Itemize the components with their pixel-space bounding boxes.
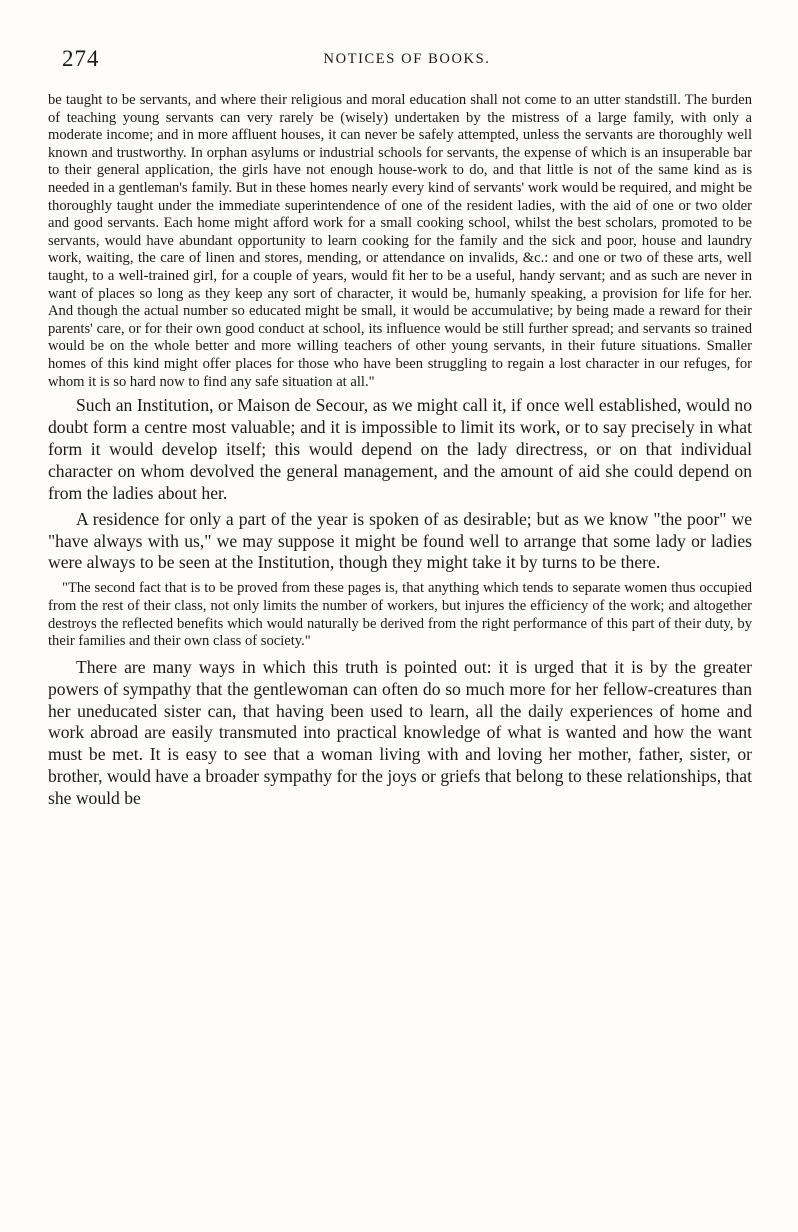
quoted-paragraph-second-fact: "The second fact that is to be proved from these pages is, that anything which tends to separate women thus occupied from the rest of their class, not only limits the number of workers, but injures the efficiency of the work; and altogether destroys the reflected benefits which would naturally be derived from the right performance of this part of their duty, by their families and their own class of society." [48,580,752,650]
running-title: NOTICES OF BOOKS. [323,51,491,67]
page-body [48,92,752,810]
paragraph-maison-de-secour: Such an Institution, or Maison de Secour, as we might call it, if once well established, would no doubt form a centre most valuable; and it is impossible to limit its work, or to say precisely in what form it would develop itself; this would depend on the lady directress, or on that individual character on whom devolved the general management, and the amount of aid she could depend on from the ladies about her. [48,395,752,503]
quoted-paragraph-servants: be taught to be servants, and where their religious and moral education shall not come to an utter standstill. The burden of teaching young servants can very rarely be (wisely) undertaken by the mistress of a large family, with only a moderate income; and in more affluent houses, it can never be safely attempted, unless the servants are thoroughly well known and trustworthy. In orphan asylums or industrial schools for servants, the expense of which is an insuperable bar to their general application, the girls have not enough house-work to do, and that little is not of the same kind as is needed in a gentleman's family. But in these homes nearly every kind of servants' work would be required, and might be thoroughly taught under the immediate superintendence of one of the resident ladies, with the aid of one or two older and good servants. Each home might afford work for a small cooking school, whilst the best scholars, promoted to be servants, would have abundant opportunity to learn cooking for the family and the sick and poor, house and laundry work, waiting, the care of linen and stores, mending, or attendance on invalids, &c.: and one or two of these arts, well taught, to a well-trained girl, for a couple of years, would fit her to be a useful, handy servant; and as such are never in want of places so long as they keep any sort of character, it would be, humanly speaking, a provision for life for her. And though the actual number so educated might be small, it would be accumulative; by being made a reward for their parents' care, or for their own good conduct at school, its influence would be still further spread; and servants so trained would be on the whole better and more willing teachers of other young servants, in their future situations. Smaller homes of this kind might offer places for those who have been struggling to regain a lost character in our refuges, for whom it is so hard now to find any safe situation at all." [48,92,752,390]
page-header [62,46,752,76]
paragraph-residence: A residence for only a part of the year is spoken of as desirable; but as we know "the poor" we "have always with us," we may suppose it might be found well to arrange that some lady or ladies were always to be seen at the Institution, though they might take it by turns to be there. [48,508,752,573]
page-number: 274 [62,46,100,71]
paragraph-sympathy: There are many ways in which this truth is pointed out: it is urged that it is by the greater powers of sympathy that the gentlewoman can often do so much more for her fellow-creatures than her uneducated sister can, that having been used to learn, all the daily experiences of home and work abroad are easily transmuted into practical knowledge of what is wanted and how the want must be met. It is easy to see that a woman living with and loving her mother, father, sister, or brother, would have a broader sympathy for the joys or griefs that belong to these relationships, that she would be [48,656,752,809]
